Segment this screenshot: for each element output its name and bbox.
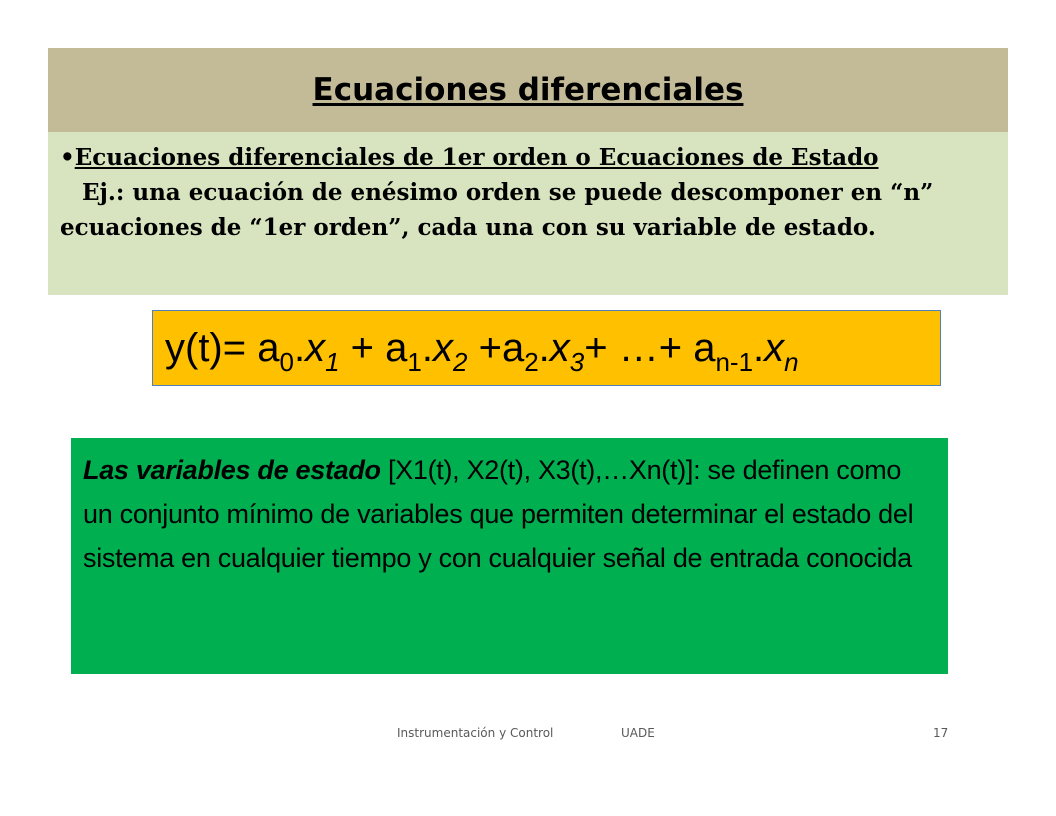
footer-course: Instrumentación y Control: [397, 726, 554, 740]
operator: +: [339, 325, 386, 370]
definition-box: [71, 438, 948, 674]
intro-box: [48, 132, 1008, 295]
coef: a: [257, 325, 280, 370]
definition-term: Las variables de estado: [83, 455, 381, 485]
definition-text: [X1(t), X2(t), X3(t),…Xn(t)]: se definen como un conjunto mínimo de variables que permiten determinar el estado del sistema en cualquier tiempo y con cualquier señal de entrada conocida: [83, 455, 914, 573]
var: x: [432, 325, 453, 370]
dot: .: [753, 325, 765, 370]
var-sub: 1: [325, 346, 340, 377]
intro-body-text: Ej.: una ecuación de enésimo orden se puede descomponer en “n” ecuaciones de “1er orden”, cada una con su variable de estado.: [60, 179, 934, 241]
equation-box: [152, 310, 941, 386]
equation-term: [693, 325, 799, 377]
var-sub: n: [784, 346, 799, 377]
coef: a: [501, 325, 525, 370]
footer-institution: UADE: [621, 726, 655, 740]
var: x: [549, 325, 570, 370]
coef: a: [693, 325, 716, 370]
bullet: •: [60, 144, 75, 171]
operator: +: [467, 325, 502, 370]
var: x: [305, 325, 326, 370]
dot: .: [538, 325, 550, 370]
equation-lhs: y(t)=: [165, 325, 258, 370]
title-bar: [48, 48, 1008, 132]
slide-title: Ecuaciones diferenciales: [312, 72, 744, 108]
coef-sub: 1: [407, 346, 422, 377]
equation: [165, 325, 799, 377]
intro-body: [60, 175, 996, 245]
intro-heading: Ecuaciones diferenciales de 1er orden o Ecuaciones de Estado: [74, 144, 879, 171]
coef-sub: 0: [279, 346, 294, 377]
coef-sub: n-1: [715, 346, 754, 377]
dot: .: [293, 325, 306, 370]
footer-page-number: 17: [933, 726, 949, 740]
coef: a: [385, 325, 408, 370]
equation-term: [257, 325, 386, 377]
var: x: [764, 325, 785, 370]
equation-term: [501, 325, 694, 377]
operator: + …+: [584, 325, 694, 370]
coef-sub: 2: [524, 346, 539, 377]
dot: .: [421, 325, 433, 370]
var-sub: 3: [569, 346, 585, 377]
equation-term: [385, 325, 502, 377]
var-sub: 2: [452, 346, 468, 377]
intro-heading-line: [60, 140, 996, 175]
